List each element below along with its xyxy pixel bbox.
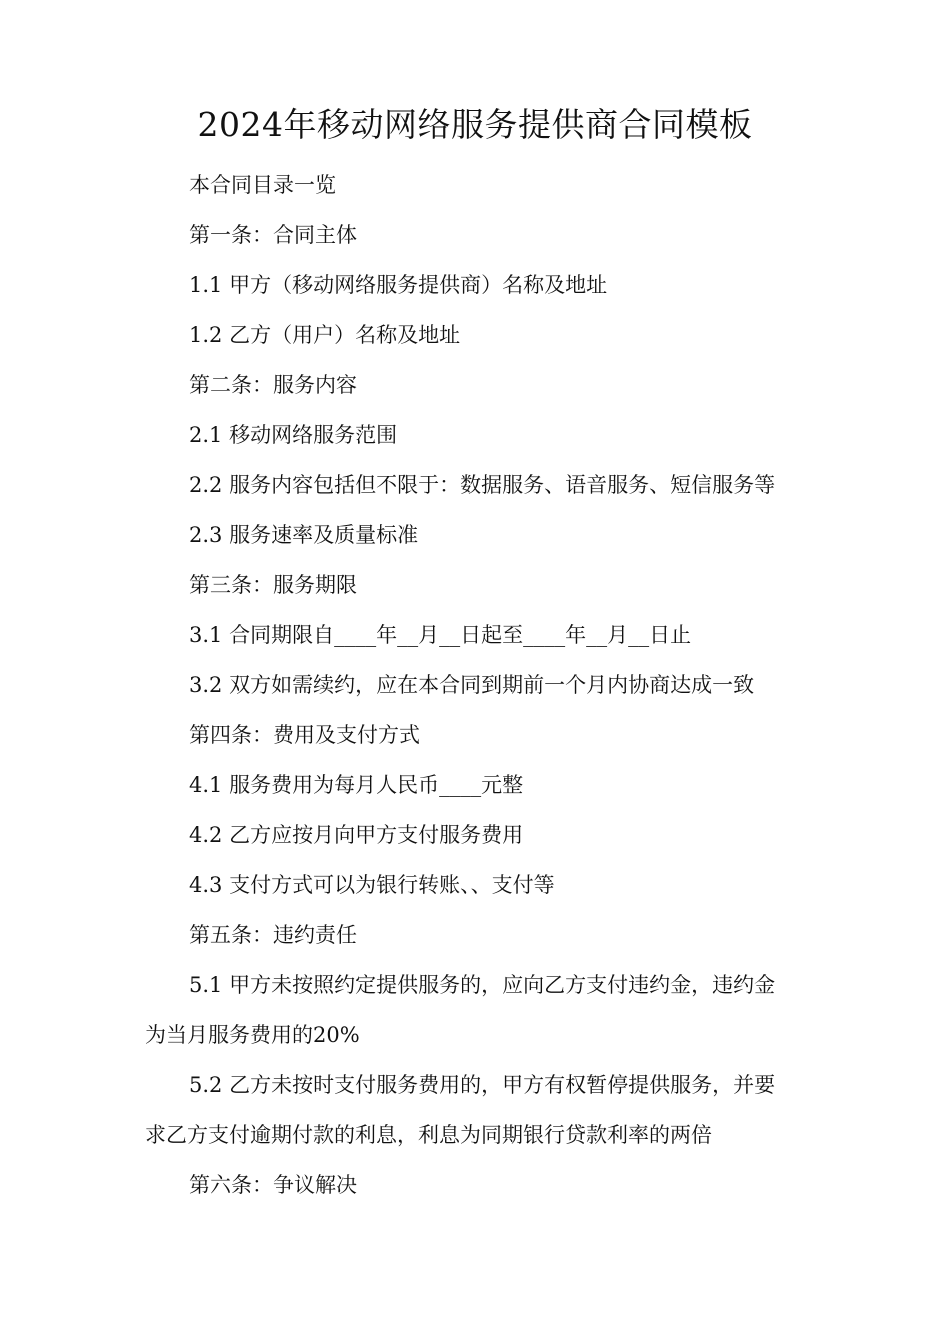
article-2-heading: 第二条：服务内容 — [189, 373, 357, 397]
article-3-heading: 第三条：服务期限 — [189, 573, 357, 597]
article-1-heading: 第一条：合同主体 — [189, 223, 357, 247]
clause-2-3: 2.3 服务速率及质量标准 — [189, 523, 419, 547]
clause-5-2-line-1: 5.2 乙方未按时支付服务费用的，甲方有权暂停提供服务，并要 — [189, 1073, 776, 1097]
clause-4-2: 4.2 乙方应按月向甲方支付服务费用 — [189, 823, 524, 847]
article-4-heading: 第四条：费用及支付方式 — [189, 723, 420, 747]
toc-heading: 本合同目录一览 — [189, 173, 336, 197]
clause-5-1-line-2: 为当月服务费用的20% — [145, 1023, 360, 1047]
clause-4-3: 4.3 支付方式可以为银行转账、、支付等 — [189, 873, 555, 897]
document-title: 2024年移动网络服务提供商合同模板 — [197, 105, 753, 144]
document-body — [145, 160, 810, 1210]
clause-2-1: 2.1 移动网络服务范围 — [189, 423, 398, 447]
clause-3-2: 3.2 双方如需续约，应在本合同到期前一个月内协商达成一致 — [189, 673, 755, 697]
clause-1-1: 1.1 甲方（移动网络服务提供商）名称及地址 — [189, 273, 608, 297]
clause-5-2-line-2: 求乙方支付逾期付款的利息，利息为同期银行贷款利率的两倍 — [145, 1123, 712, 1147]
clause-2-2: 2.2 服务内容包括但不限于：数据服务、语音服务、短信服务等 — [189, 473, 776, 497]
article-5-heading: 第五条：违约责任 — [189, 923, 357, 947]
article-6-heading: 第六条：争议解决 — [189, 1173, 357, 1197]
clause-1-2: 1.2 乙方（用户）名称及地址 — [189, 323, 461, 347]
clause-3-1: 3.1 合同期限自____年__月__日起至____年__月__日止 — [189, 623, 692, 647]
clause-5-1-line-1: 5.1 甲方未按照约定提供服务的，应向乙方支付违约金，违约金 — [189, 973, 776, 997]
clause-4-1: 4.1 服务费用为每月人民币____元整 — [189, 773, 524, 797]
